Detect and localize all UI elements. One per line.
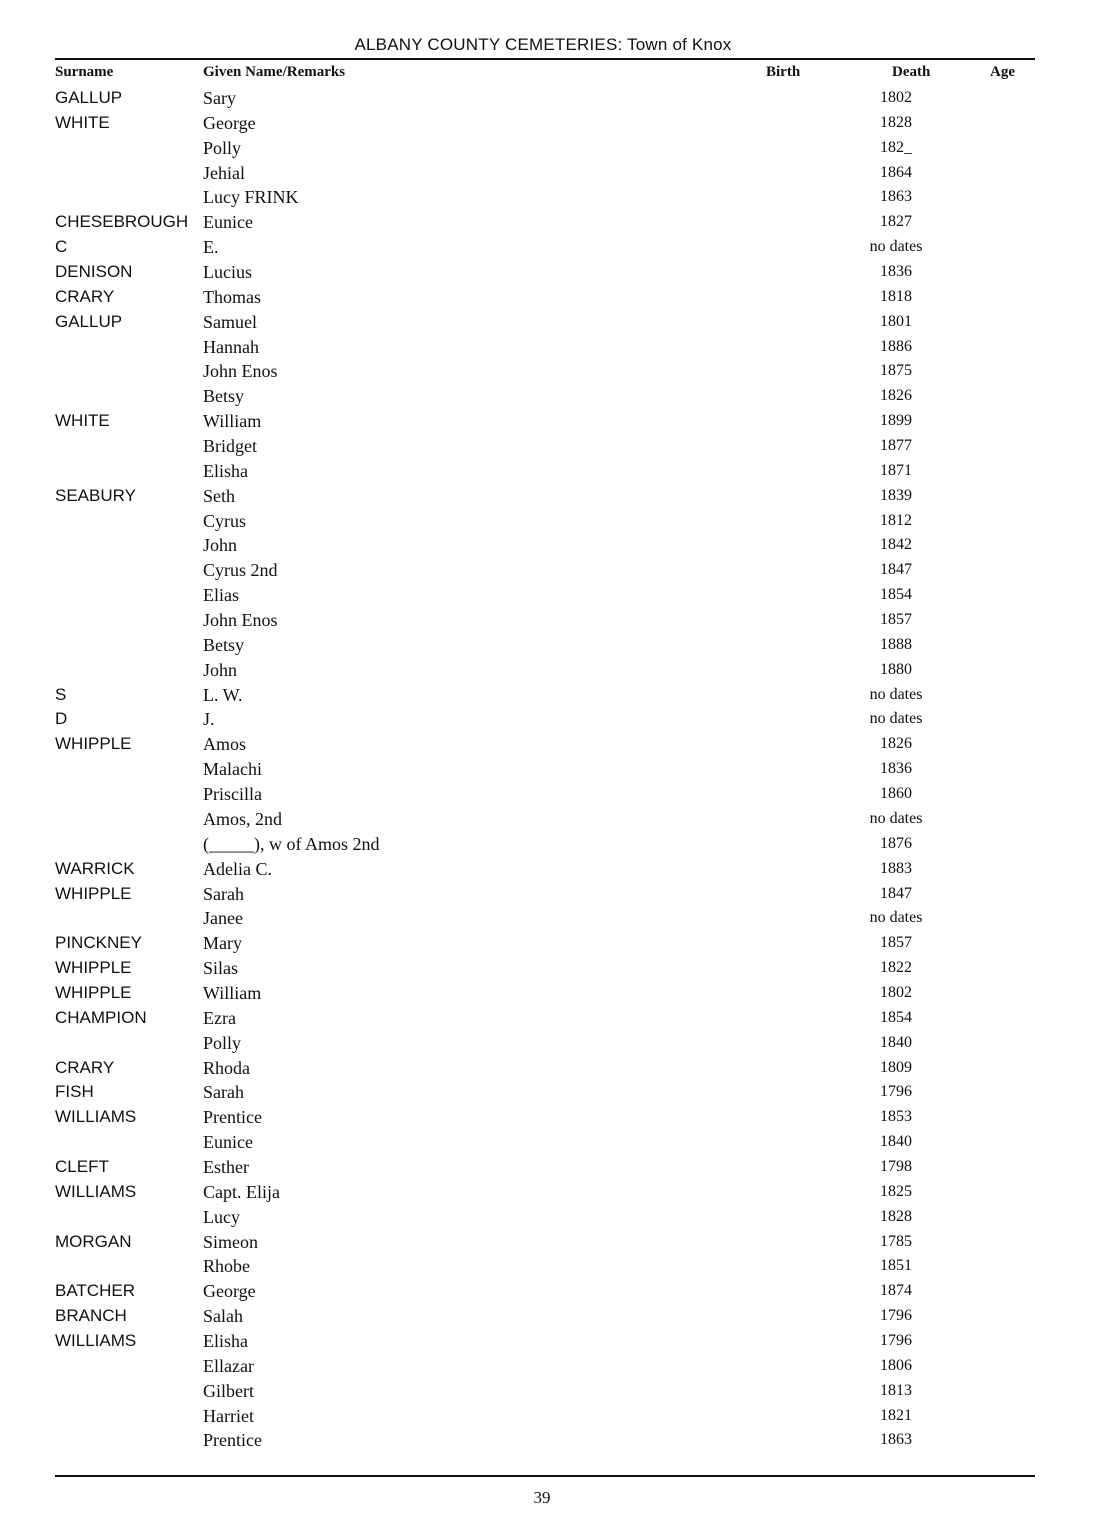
- death-cell: 1836: [880, 263, 912, 281]
- death-cell: 1860: [880, 785, 912, 803]
- table-row: [0, 1279, 1106, 1304]
- death-cell: 1840: [880, 1133, 912, 1151]
- table-row: [0, 335, 1106, 360]
- table-row: [0, 1031, 1106, 1056]
- surname-cell: CLEFT: [55, 1156, 109, 1176]
- death-cell: 1853: [880, 1108, 912, 1126]
- surname-cell: GALLUP: [55, 88, 123, 107]
- death-cell: 1822: [880, 959, 912, 977]
- table-row: [0, 1428, 1106, 1453]
- death-cell: 1828: [880, 113, 912, 131]
- table-row: [0, 409, 1106, 434]
- surname-cell: WHIPPLE: [55, 883, 132, 903]
- given-name-cell: Elisha: [203, 1330, 248, 1351]
- table-row: [0, 459, 1106, 484]
- death-cell: 1796: [880, 1307, 912, 1325]
- surname-cell: CHAMPION: [55, 1007, 147, 1027]
- table-row: [0, 484, 1106, 509]
- given-name-cell: George: [203, 112, 256, 133]
- table-row: [0, 558, 1106, 583]
- surname-cell: WILLIAMS: [55, 1181, 137, 1201]
- table-row: [0, 956, 1106, 981]
- surname-cell: PINCKNEY: [55, 933, 142, 953]
- given-name-cell: Salah: [203, 1306, 243, 1327]
- death-cell: 1796: [880, 1331, 912, 1349]
- surname-cell: WILLIAMS: [55, 1330, 137, 1350]
- given-name-cell: Ellazar: [203, 1355, 254, 1376]
- table-row: [0, 757, 1106, 782]
- given-name-cell: Esther: [203, 1156, 249, 1177]
- table-row: [0, 633, 1106, 658]
- death-cell: 1871: [880, 461, 912, 479]
- death-cell: 1863: [880, 1431, 912, 1449]
- given-name-cell: Bridget: [203, 436, 257, 457]
- given-name-cell: Thomas: [203, 286, 261, 307]
- surname-cell: WHITE: [55, 411, 110, 431]
- page-title: ALBANY COUNTY CEMETERIES: Town of Knox: [354, 35, 732, 54]
- death-cell: 1851: [880, 1257, 912, 1275]
- given-name-cell: Capt. Elija: [203, 1181, 280, 1202]
- surname-cell: WHITE: [55, 112, 110, 132]
- given-name-cell: Polly: [203, 1032, 242, 1053]
- surname-cell: GALLUP: [55, 311, 123, 331]
- death-cell: 1883: [880, 859, 912, 877]
- table-row: [0, 1080, 1106, 1105]
- given-name-cell: Betsy: [203, 386, 245, 407]
- death-cell: 1857: [880, 611, 912, 629]
- table-row: [0, 434, 1106, 459]
- death-cell: 1847: [880, 561, 912, 579]
- death-cell: 1863: [880, 188, 912, 206]
- column-header-given-name: Given Name/Remarks: [203, 64, 346, 80]
- given-name-cell: John Enos: [203, 610, 278, 631]
- given-name-cell: Polly: [203, 137, 242, 158]
- given-name-cell: Simeon: [203, 1231, 259, 1252]
- death-cell: 1813: [880, 1381, 912, 1399]
- given-name-cell: Elisha: [203, 460, 248, 481]
- table-row: [0, 1404, 1106, 1429]
- given-name-cell: Elias: [203, 585, 239, 606]
- surname-cell: WHIPPLE: [55, 982, 132, 1002]
- given-name-cell: Cyrus: [203, 510, 247, 531]
- given-name-cell: Lucy FRINK: [203, 187, 299, 208]
- table-row: [0, 359, 1106, 384]
- table-row: [0, 1006, 1106, 1031]
- given-name-cell: Silas: [203, 958, 239, 979]
- table-row: [0, 1304, 1106, 1329]
- page-number: 39: [533, 1488, 551, 1507]
- table-row: [0, 86, 1106, 111]
- table-row: [0, 583, 1106, 608]
- column-header-surname: Surname: [55, 64, 114, 80]
- death-cell: no dates: [869, 809, 923, 827]
- surname-cell: S: [55, 684, 67, 704]
- given-name-cell: Eunice: [203, 1132, 253, 1153]
- given-name-cell: Prentice: [203, 1430, 262, 1451]
- death-cell: 1857: [880, 934, 912, 952]
- death-cell: 1854: [880, 1008, 912, 1026]
- given-name-cell: Prentice: [203, 1107, 262, 1128]
- death-cell: 1880: [880, 660, 912, 678]
- surname-cell: DENISON: [55, 262, 133, 282]
- table-row: [0, 981, 1106, 1006]
- table-row: [0, 310, 1106, 335]
- table-row: [0, 807, 1106, 832]
- given-name-cell: Rhoda: [203, 1057, 250, 1078]
- death-cell: 1796: [880, 1083, 912, 1101]
- table-row: [0, 111, 1106, 136]
- surname-cell: CRARY: [55, 1057, 115, 1077]
- given-name-cell: Sary: [203, 88, 236, 108]
- footer-rule: [55, 1475, 1035, 1477]
- death-cell: 1818: [880, 287, 912, 305]
- table-row: [0, 210, 1106, 235]
- death-cell: 182_: [880, 138, 912, 156]
- given-name-cell: Lucius: [203, 262, 252, 283]
- given-name-cell: Priscilla: [203, 784, 262, 805]
- surname-cell: SEABURY: [55, 485, 136, 505]
- given-name-cell: Amos, 2nd: [203, 808, 283, 829]
- death-cell: 1828: [880, 1207, 912, 1225]
- burial-records-table: [0, 86, 1106, 1453]
- table-row: [0, 882, 1106, 907]
- death-cell: 1864: [880, 163, 912, 181]
- given-name-cell: George: [203, 1281, 256, 1302]
- table-row: [0, 608, 1106, 633]
- table-row: [0, 260, 1106, 285]
- death-cell: no dates: [869, 909, 923, 927]
- given-name-cell: Amos: [203, 734, 247, 755]
- table-row: [0, 1329, 1106, 1354]
- death-cell: 1876: [880, 834, 912, 852]
- death-cell: 1809: [880, 1058, 912, 1076]
- given-name-cell: (_____), w of Amos 2nd: [203, 833, 380, 854]
- given-name-cell: Sarah: [203, 883, 244, 904]
- given-name-cell: Gilbert: [203, 1380, 254, 1401]
- column-header-birth: Birth: [766, 64, 801, 80]
- table-row: [0, 683, 1106, 708]
- death-cell: 1875: [880, 362, 912, 380]
- death-cell: 1854: [880, 586, 912, 604]
- surname-cell: BRANCH: [55, 1306, 127, 1326]
- surname-cell: WILLIAMS: [55, 1107, 137, 1127]
- table-row: [0, 185, 1106, 210]
- table-row: [0, 732, 1106, 757]
- surname-cell: WHIPPLE: [55, 958, 132, 978]
- death-cell: 1798: [880, 1157, 912, 1175]
- death-cell: 1785: [880, 1232, 912, 1250]
- death-cell: no dates: [869, 685, 923, 703]
- table-row: [0, 832, 1106, 857]
- table-row: [0, 1130, 1106, 1155]
- given-name-cell: Cyrus 2nd: [203, 560, 278, 581]
- death-cell: 1802: [880, 983, 912, 1001]
- table-row: [0, 857, 1106, 882]
- given-name-cell: Hannah: [203, 336, 259, 357]
- death-cell: 1877: [880, 437, 912, 455]
- table-row: [0, 161, 1106, 186]
- surname-cell: D: [55, 709, 68, 729]
- death-cell: 1801: [880, 312, 912, 330]
- table-row: [0, 1354, 1106, 1379]
- column-header-age: Age: [990, 64, 1015, 80]
- given-name-cell: Samuel: [203, 311, 257, 332]
- table-row: [0, 1056, 1106, 1081]
- death-cell: 1821: [880, 1406, 912, 1424]
- given-name-cell: Rhobe: [203, 1256, 250, 1277]
- table-row: [0, 1205, 1106, 1230]
- surname-cell: WHIPPLE: [55, 734, 132, 754]
- table-row: [0, 707, 1106, 732]
- header-rule: [55, 58, 1035, 60]
- table-row: [0, 285, 1106, 310]
- given-name-cell: Harriet: [203, 1405, 254, 1426]
- death-cell: no dates: [869, 238, 923, 256]
- death-cell: 1840: [880, 1033, 912, 1051]
- death-cell: 1826: [880, 387, 912, 405]
- table-row: [0, 1105, 1106, 1130]
- death-cell: 1826: [880, 735, 912, 753]
- given-name-cell: William: [203, 411, 262, 432]
- table-row: [0, 782, 1106, 807]
- table-row: [0, 509, 1106, 534]
- surname-cell: C: [55, 237, 68, 257]
- given-name-cell: Mary: [203, 933, 242, 954]
- death-cell: 1899: [880, 412, 912, 430]
- table-row: [0, 658, 1106, 683]
- surname-cell: WARRICK: [55, 858, 135, 878]
- death-cell: 1842: [880, 536, 912, 554]
- death-cell: 1827: [880, 213, 912, 231]
- given-name-cell: Jehial: [203, 162, 245, 183]
- given-name-cell: Betsy: [203, 634, 245, 655]
- given-name-cell: John Enos: [203, 361, 278, 382]
- given-name-cell: Malachi: [203, 759, 262, 780]
- death-cell: no dates: [869, 710, 923, 728]
- column-header-death: Death: [892, 64, 931, 80]
- given-name-cell: Janee: [203, 908, 243, 929]
- death-cell: 1806: [880, 1356, 912, 1374]
- given-name-cell: John: [203, 535, 238, 556]
- table-row: [0, 384, 1106, 409]
- surname-cell: MORGAN: [55, 1231, 132, 1251]
- given-name-cell: Ezra: [203, 1007, 236, 1028]
- given-name-cell: John: [203, 659, 238, 680]
- given-name-cell: L. W.: [203, 684, 243, 705]
- surname-cell: FISH: [55, 1082, 94, 1102]
- death-cell: 1886: [880, 337, 912, 355]
- surname-cell: CRARY: [55, 286, 115, 306]
- death-cell: 1847: [880, 884, 912, 902]
- given-name-cell: Adelia C.: [203, 858, 272, 879]
- death-cell: 1802: [880, 89, 912, 106]
- table-row: [0, 235, 1106, 260]
- table-row: [0, 1230, 1106, 1255]
- table-row: [0, 1379, 1106, 1404]
- given-name-cell: Eunice: [203, 212, 253, 233]
- death-cell: 1825: [880, 1182, 912, 1200]
- given-name-cell: Lucy: [203, 1206, 240, 1227]
- table-row: [0, 136, 1106, 161]
- table-row: [0, 931, 1106, 956]
- table-row: [0, 533, 1106, 558]
- death-cell: 1839: [880, 486, 912, 504]
- death-cell: 1888: [880, 635, 912, 653]
- death-cell: 1812: [880, 511, 912, 529]
- death-cell: 1874: [880, 1282, 912, 1300]
- table-row: [0, 1180, 1106, 1205]
- given-name-cell: E.: [203, 237, 219, 258]
- table-row: [0, 1155, 1106, 1180]
- given-name-cell: Seth: [203, 485, 236, 506]
- given-name-cell: William: [203, 982, 262, 1003]
- surname-cell: BATCHER: [55, 1281, 135, 1301]
- death-cell: 1836: [880, 760, 912, 778]
- table-row: [0, 1254, 1106, 1279]
- table-row: [0, 906, 1106, 931]
- surname-cell: CHESEBROUGH: [55, 212, 189, 232]
- given-name-cell: J.: [203, 709, 215, 730]
- given-name-cell: Sarah: [203, 1082, 244, 1103]
